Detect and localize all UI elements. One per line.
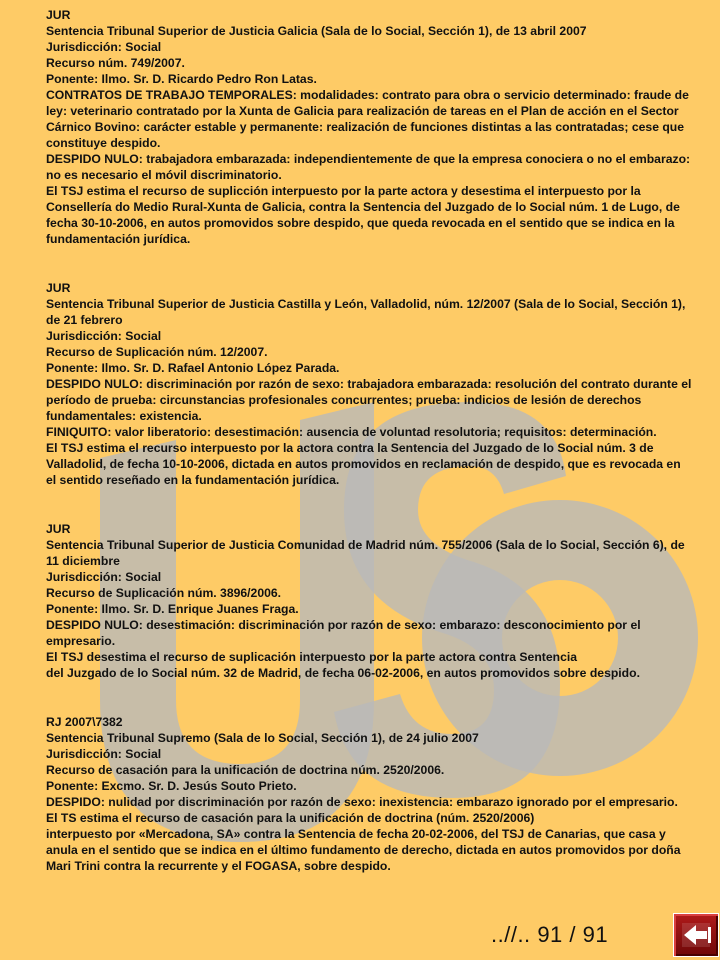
entry-appeal: Recurso de Suplicación núm. 3896/2006. (46, 586, 282, 600)
entry-topic: DESPIDO: nulidad por discriminación por razón de sexo: inexistencia: embarazo ignorado por el empresario. (46, 795, 678, 809)
entry-appeal: Recurso de Suplicación núm. 12/2007. (46, 345, 268, 359)
entry-reference: JUR (46, 281, 71, 295)
entry-title: Sentencia Tribunal Supremo (Sala de lo Social, Sección 1), de 24 julio 2007 (46, 731, 479, 745)
judgment-entry-madrid (46, 521, 692, 681)
entry-jurisdiction: Jurisdicción: Social (46, 329, 162, 343)
continuation-mark: ..//.. (491, 922, 531, 947)
entry-rapporteur: Ponente: Ilmo. Sr. D. Rafael Antonio López Parada. (46, 361, 340, 375)
entry-ruling: del Juzgado de lo Social núm. 32 de Madrid, de fecha 06-02-2006, en autos promovidos sobre despido. (46, 666, 640, 680)
page-number: 91 / 91 (537, 922, 609, 947)
entry-ruling: El TSJ estima el recurso interpuesto por la actora contra la Sentencia del Juzgado de lo Social núm. 3 de Valladolid, de fecha 10-10-2006, dictada en autos promovidos en reclamación de despido, que es revocada en el sentido reseñado en la fundamentación jurídica. (46, 441, 681, 487)
entry-reference: RJ 2007\7382 (46, 715, 123, 729)
entry-reference: JUR (46, 522, 71, 536)
entry-ruling: El TSJ desestima el recurso de suplicación interpuesto por la parte actora contra Sentencia (46, 650, 578, 664)
entry-jurisdiction: Jurisdicción: Social (46, 747, 162, 761)
entry-reference: JUR (46, 8, 71, 22)
entry-topic: FINIQUITO: valor liberatorio: desestimación: ausencia de voluntad resolutoria; requisitos: determinación. (46, 425, 657, 439)
entry-title: Sentencia Tribunal Superior de Justicia Castilla y León, Valladolid, núm. 12/2007 (Sala de lo Social, Sección 1), de 21 febrero (46, 297, 686, 327)
entry-rapporteur: Ponente: Ilmo. Sr. D. Enrique Juanes Fraga. (46, 602, 299, 616)
judgment-entry-supremo (46, 714, 692, 874)
entry-topic: CONTRATOS DE TRABAJO TEMPORALES: modalidades: contrato para obra o servicio determinado: fraude de ley: veterinario contratado por la Xunta de Galicia para realización de tareas en el Plan de acción en el Sector Cárnico Bovino: carácter estable y permanente: realización de funciones distintas a las contratadas; cese que constituye despido. (46, 88, 689, 150)
entry-topic: DESPIDO NULO: desestimación: discriminación por razón de sexo: embarazo: desconocimiento por el empresario. (46, 618, 641, 648)
entry-rapporteur: Ponente: Ilmo. Sr. D. Ricardo Pedro Ron Latas. (46, 72, 317, 86)
entry-jurisdiction: Jurisdicción: Social (46, 40, 162, 54)
arrow-left-icon (674, 914, 718, 956)
entry-appeal: Recurso de casación para la unificación de doctrina núm. 2520/2006. (46, 763, 445, 777)
entry-topic: DESPIDO NULO: discriminación por razón de sexo: trabajadora embarazada: resolución del contrato durante el período de prueba: circunstancias profesionales concurrentes; prueba: indicios de lesión de derechos fundamentales: existencia. (46, 377, 692, 423)
entry-jurisdiction: Jurisdicción: Social (46, 570, 162, 584)
page-footer (491, 922, 608, 948)
entry-ruling: El TSJ estima el recurso de suplicción interpuesto por la parte actora y desestima el interpuesto por la Consellería do Medio Rural-Xunta de Galicia, contra la Sentencia del Juzgado de lo Social núm. 1 de Lugo, de fecha 30-10-2006, en autos promovidos sobre despido, que queda revocada en el sentido que se indica en la fundamentación jurídica. (46, 184, 680, 246)
entry-topic: DESPIDO NULO: trabajadora embarazada: independientemente de que la empresa conociera o no el embarazo: no es necesario el móvil discriminatorio. (46, 152, 691, 182)
judgment-entry-galicia (46, 7, 692, 247)
entry-ruling: interpuesto por «Mercadona, SA» contra la Sentencia de fecha 20-02-2006, del TSJ de Canarias, que casa y anula en el sentido que se indica en el último fundamento de derecho, dictada en autos promovidos por doña Mari Trini contra la recurrente y el FOGASA, sobre despido. (46, 827, 681, 873)
back-button[interactable] (673, 913, 719, 957)
entry-title: Sentencia Tribunal Superior de Justicia Galicia (Sala de lo Social, Sección 1), de 13 abril 2007 (46, 24, 587, 38)
entry-title: Sentencia Tribunal Superior de Justicia Comunidad de Madrid núm. 755/2006 (Sala de lo Social, Sección 6), de 11 diciembre (46, 538, 685, 568)
document-body (46, 7, 692, 874)
judgment-entry-castilla-leon (46, 280, 692, 488)
entry-ruling: El TS estima el recurso de casación para la unificación de doctrina (núm. 2520/2006) (46, 811, 535, 825)
entry-appeal: Recurso núm. 749/2007. (46, 56, 185, 70)
entry-rapporteur: Ponente: Excmo. Sr. D. Jesús Souto Prieto. (46, 779, 297, 793)
